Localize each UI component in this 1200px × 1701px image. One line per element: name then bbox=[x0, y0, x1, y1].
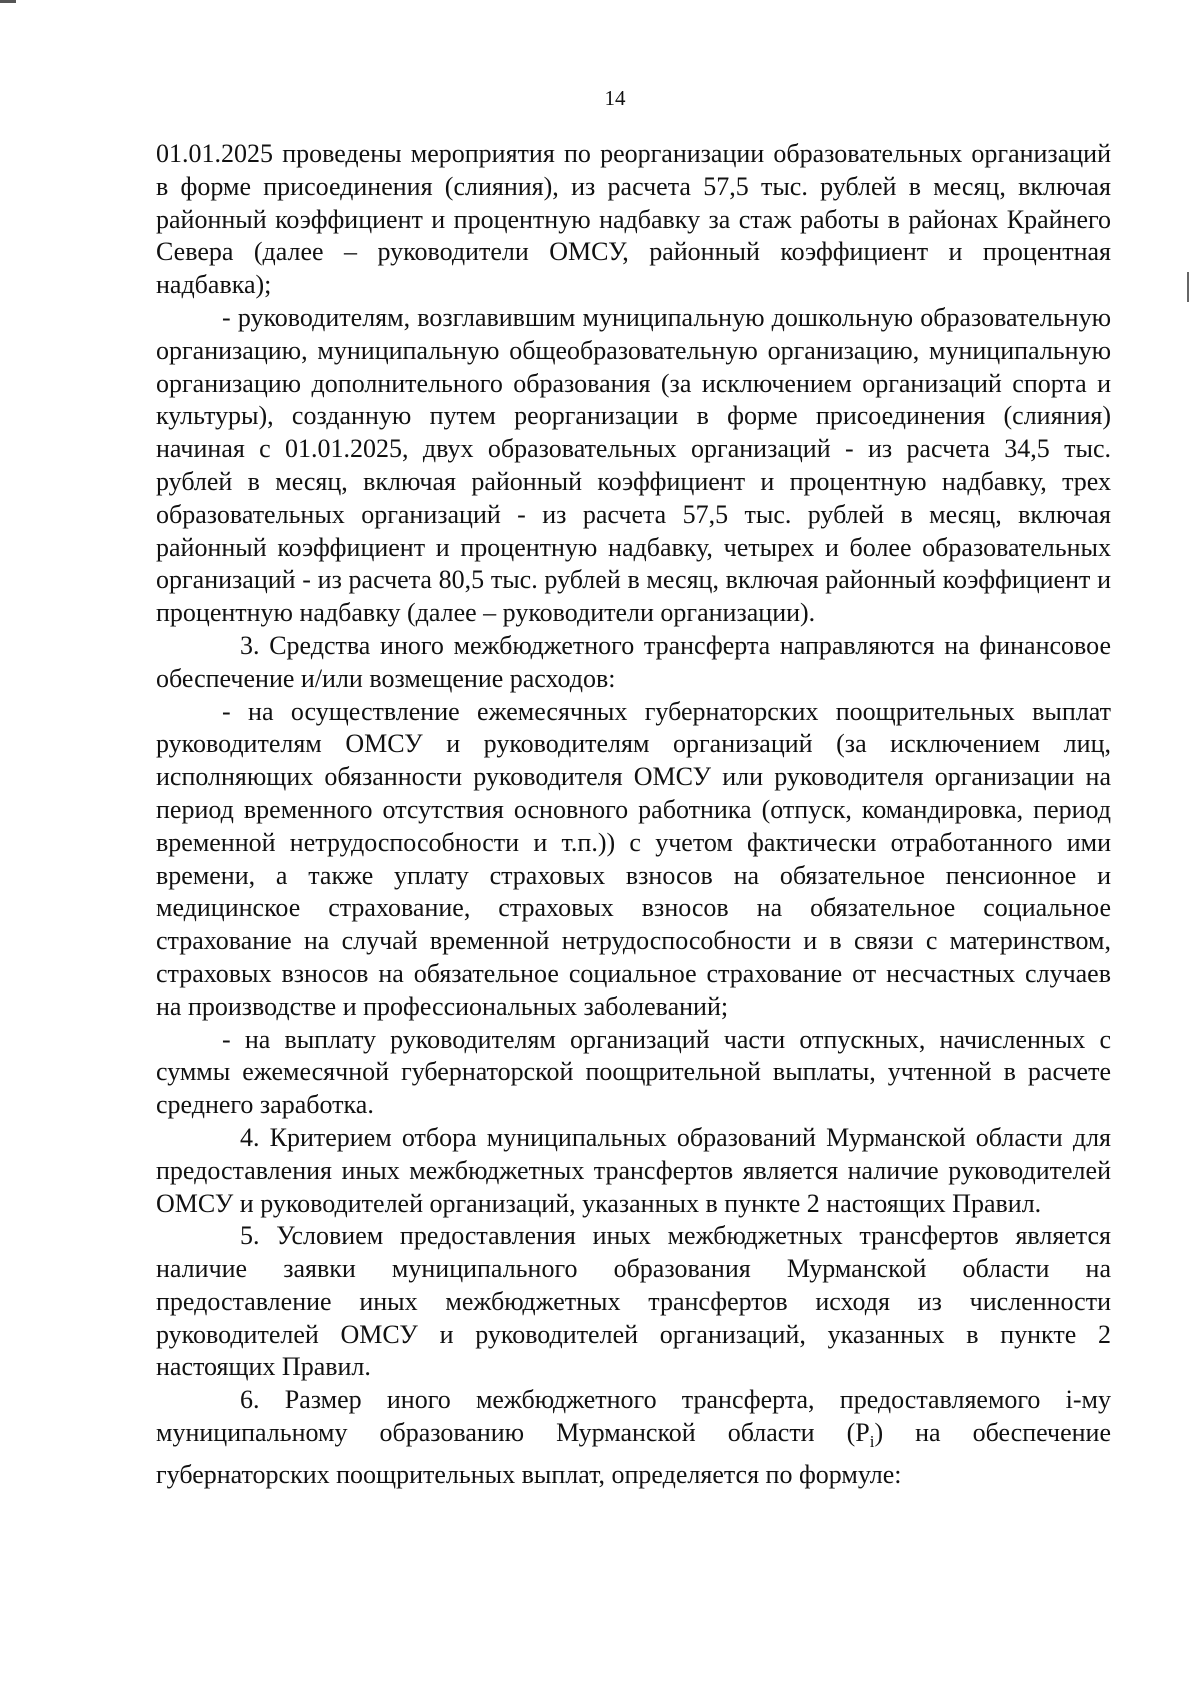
scan-artifact-right bbox=[1187, 272, 1189, 302]
paragraph-item-3: 3. Средства иного межбюджетного трансферта направляются на финансовое обеспечение и/или возмещение расходов: bbox=[156, 630, 1111, 693]
formula-subscript-i: i bbox=[869, 1432, 875, 1452]
paragraph-continuation: 01.01.2025 проведены мероприятия по реорганизации образовательных организаций в форме присоединения (слияния), из расчета 57,5 тыс. рублей в месяц, включая районный коэффициент и процентную надбавку за стаж работы в районах Крайнего Севера (далее – руководители ОМСУ, районный коэффициент и процентная надбавка); bbox=[156, 139, 1111, 300]
paragraph-list-item-payments: - на осуществление ежемесячных губернаторских поощрительных выплат руководителям ОМСУ и руководителям организаций (за исключением лиц, исполняющих обязанности руководителя ОМСУ или руководителя организации на период временного отсутствия основного работника (отпуск, командировка, период временной нетрудоспособности и т.п.)) с учетом фактически отработанного ими времени, а также уплату страховых взносов на обязательное пенсионное и медицинское страхование, страховых взносов на обязательное социальное страхование на случай временной нетрудоспособности и в связи с материнством, страховых взносов на обязательное социальное страхование от несчастных случаев на производстве и профессиональных заболеваний; bbox=[156, 696, 1111, 1021]
paragraph-list-item-heads: - руководителям, возглавившим муниципальную дошкольную образовательную организацию, муниципальную общеобразовательную организацию, муниципальную организацию дополнительного образования (за исключением организаций спорта и культуры), созданную путем реорганизации в форме присоединения (слияния) начиная с 01.01.2025, двух образовательных организаций - из расчета 34,5 тыс. рублей в месяц, включая районный коэффициент и процентную надбавку, трех образовательных организаций - из расчета 57,5 тыс. рублей в месяц, включая районный коэффициент и процентную надбавку, четырех и более образовательных организаций - из расчета 80,5 тыс. рублей в месяц, включая районный коэффициент и процентную надбавку (далее – руководители организации). bbox=[156, 302, 1111, 628]
paragraph-item-5: 5. Условием предоставления иных межбюджетных трансфертов является наличие заявки муниципального образования Мурманской области на предоставление иных межбюджетных трансфертов исходя из численности руководителей ОМСУ и руководителей организаций, указанных в пункте 2 настоящих Правил. bbox=[156, 1221, 1111, 1382]
paragraph-item-6-end: ) на обеспечение губернаторских поощрительных выплат, определяется по формуле: bbox=[156, 1418, 1111, 1490]
page-number: 14 bbox=[604, 86, 626, 110]
paragraph-item-6 bbox=[156, 1384, 1111, 1492]
paragraph-item-6-start: 6. Размер иного межбюджетного трансферта, предоставляемого i-му муниципальному образованию Мурманской области (P bbox=[156, 1385, 1111, 1448]
document-body bbox=[156, 138, 1111, 1492]
paragraph-list-item-vacation: - на выплату руководителям организаций части отпускных, начисленных с суммы ежемесячной губернаторской поощрительной выплаты, учтенной в расчете среднего заработка. bbox=[156, 1024, 1111, 1120]
paragraph-item-4: 4. Критерием отбора муниципальных образований Мурманской области для предоставления иных межбюджетных трансфертов является наличие руководителей ОМСУ и руководителей организаций, указанных в пункте 2 настоящих Правил. bbox=[156, 1122, 1111, 1218]
scan-artifact-top bbox=[0, 0, 16, 3]
